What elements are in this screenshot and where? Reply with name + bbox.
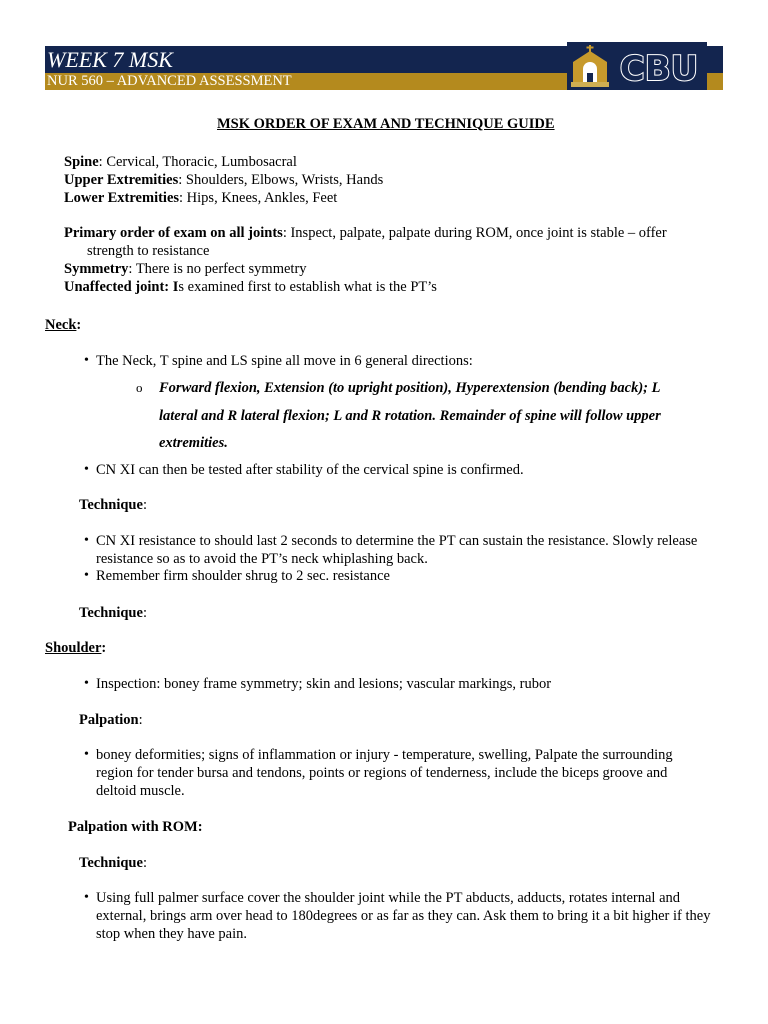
primary-order-line — [64, 224, 667, 242]
neck-bullet-1: The Neck, T spine and LS spine all move in 6 general directions: — [96, 353, 473, 369]
lower-label: Lower Extremities — [64, 190, 180, 206]
unaffected-text: s examined first to establish what is the PT’s — [178, 279, 437, 295]
lower-extremities-line — [64, 189, 337, 207]
technique-heading-2: Technique: — [79, 605, 147, 621]
page-header — [45, 46, 723, 90]
upper-extremities-line — [64, 171, 383, 189]
primary-text: : Inspect, palpate, palpate during ROM, once joint is stable – offer — [282, 225, 667, 241]
technique-heading-3: Technique: — [79, 855, 147, 871]
bullet-icon: • — [84, 747, 89, 762]
neck-sub-line-1: Forward flexion, Extension (to upright position), Hyperextension (bending back); L — [159, 380, 661, 396]
spine-line — [64, 153, 297, 171]
sub-bullet-marker: o — [136, 380, 143, 395]
doc-title: MSK ORDER OF EXAM AND TECHNIQUE GUIDE — [217, 116, 555, 132]
neck-bullet-2: CN XI can then be tested after stability of the cervical spine is confirmed. — [96, 462, 524, 478]
cbu-logo — [567, 42, 707, 90]
unaffected-label: Unaffected joint: I — [64, 279, 179, 295]
palpation-bullet-1: boney deformities; signs of inflammation or injury - temperature, swelling, Palpate the surrounding region for tender bursa and tendons, points or regions of tenderness, include the biceps groove and deltoid muscle. — [96, 747, 673, 799]
bullet-icon: • — [84, 676, 89, 691]
upper-label: Upper Extremities — [64, 172, 179, 188]
rom-technique-bullet-1: Using full palmer surface cover the shoulder joint while the PT abducts, adducts, rotates internal and external, brings arm over head to 180degrees or as far as they can. Ask them to bring it a bit higher if they stop when they have pain. — [96, 890, 711, 942]
bullet-icon: • — [84, 568, 89, 583]
shoulder-bullet-1: Inspection: boney frame symmetry; skin and lesions; vascular markings, rubor — [96, 676, 552, 692]
primary-label: Primary order of exam on all joints — [64, 225, 283, 241]
bullet-icon: • — [84, 890, 89, 905]
technique-heading-1: Technique: — [79, 497, 147, 513]
logo-text: CBU — [619, 49, 699, 89]
neck-sub-line-2: lateral and R lateral flexion; L and R rotation. Remainder of spine will follow upper — [159, 408, 661, 424]
technique-bullet-2: Remember firm shoulder shrug to 2 sec. resistance — [96, 568, 390, 584]
bullet-icon: • — [84, 353, 89, 368]
lower-text: : Hips, Knees, Ankles, Feet — [179, 190, 338, 206]
header-subtitle: NUR 560 – ADVANCED ASSESSMENT — [47, 73, 292, 89]
technique-bullet-1: CN XI resistance to should last 2 seconds to determine the PT can sustain the resistance. Slowly release resistance so as to avoid the PT’s neck whiplashing back. — [96, 533, 698, 567]
spine-label: Spine — [64, 154, 99, 170]
palpation-rom-heading: Palpation with ROM: — [68, 819, 203, 835]
neck-heading: Neck: — [45, 317, 82, 333]
header-title: WEEK 7 MSK — [47, 47, 173, 72]
symmetry-text: : There is no perfect symmetry — [128, 261, 307, 277]
bullet-icon: • — [84, 462, 89, 477]
shoulder-heading: Shoulder: — [45, 640, 107, 656]
primary-order-continuation: strength to resistance — [87, 243, 210, 259]
symmetry-label: Symmetry — [64, 261, 129, 277]
symmetry-line — [64, 260, 307, 278]
spine-text: : Cervical, Thoracic, Lumbosacral — [98, 154, 297, 170]
bullet-icon: • — [84, 533, 89, 548]
palpation-heading: Palpation: — [79, 712, 143, 728]
upper-text: : Shoulders, Elbows, Wrists, Hands — [178, 172, 384, 188]
neck-sub-line-3: extremities. — [159, 435, 228, 451]
unaffected-joint-line — [64, 278, 437, 296]
